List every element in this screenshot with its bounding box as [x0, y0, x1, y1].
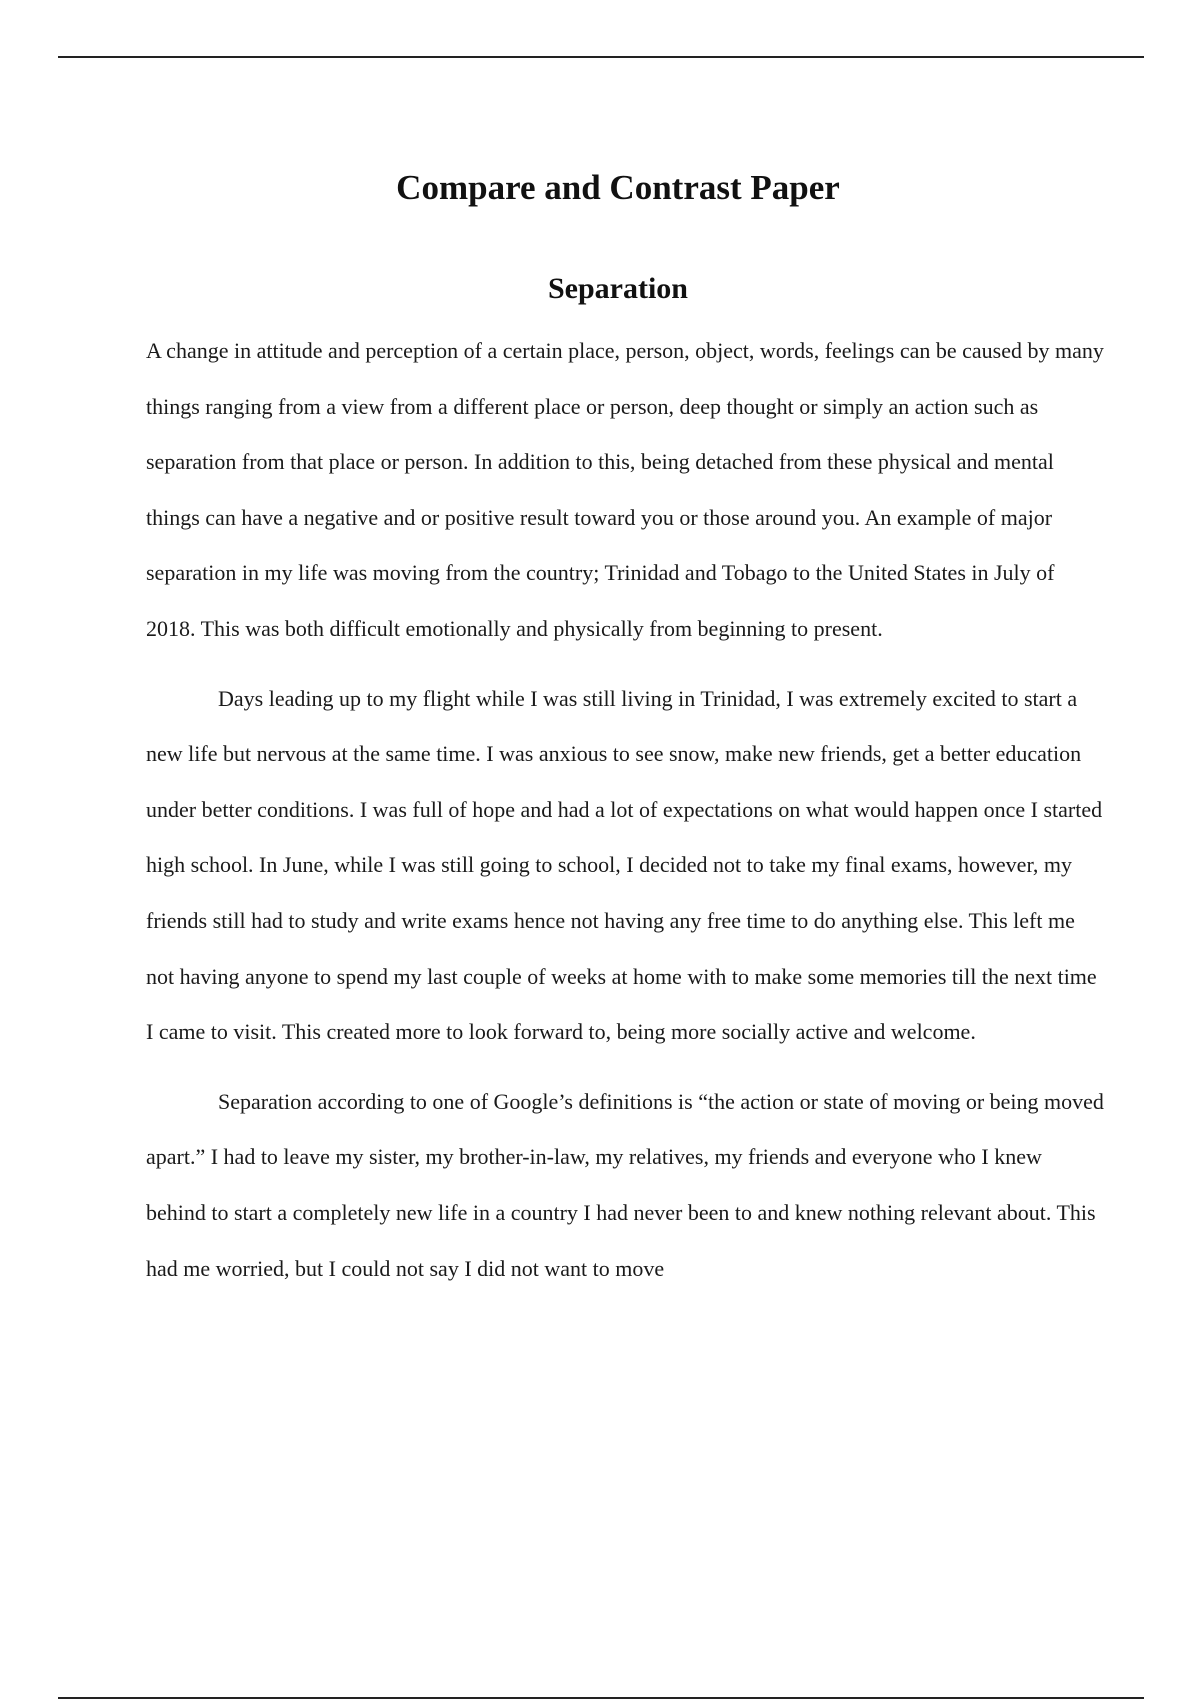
paragraph-2: Days leading up to my flight while I was still living in Trinidad, I was extremely excited to start a new life but nervous at the same time. I was anxious to see snow, make new friends, get a better education under better conditions. I was full of hope and had a lot of expectations on what would happen once I started high school. In June, while I was still going to school, I decided not to take my final exams, however, my friends still had to study and write exams hence not having any free time to do anything else. This left me not having anyone to spend my last couple of weeks at home with to make some memories till the next time I came to visit. This created more to look forward to, being more socially active and welcome.: [146, 685, 1103, 1045]
bottom-divider: [58, 1697, 1144, 1699]
essay-body: [146, 323, 1106, 1296]
page-title: Compare and Contrast Paper: [396, 168, 840, 208]
top-divider: [58, 56, 1144, 58]
paragraph-3: Separation according to one of Google’s definitions is “the action or state of moving or being moved apart.” I had to leave my sister, my brother-in-law, my relatives, my friends and everyone who I knew behind to start a completely new life in a country I had never been to and knew nothing relevant about. This had me worried, but I could not say I did not want to move: [146, 1088, 1104, 1281]
section-title: Separation: [547, 271, 688, 305]
paragraph-1: A change in attitude and perception of a certain place, person, object, words, feelings can be caused by many things ranging from a view from a different place or person, deep thought or simply an action such as separation from that place or person. In addition to this, being detached from these physical and mental things can have a negative and or positive result toward you or those around you. An example of major separation in my life was moving from the country; Trinidad and Tobago to the United States in July of 2018. This was both difficult emotionally and physically from beginning to present.: [146, 338, 1104, 641]
